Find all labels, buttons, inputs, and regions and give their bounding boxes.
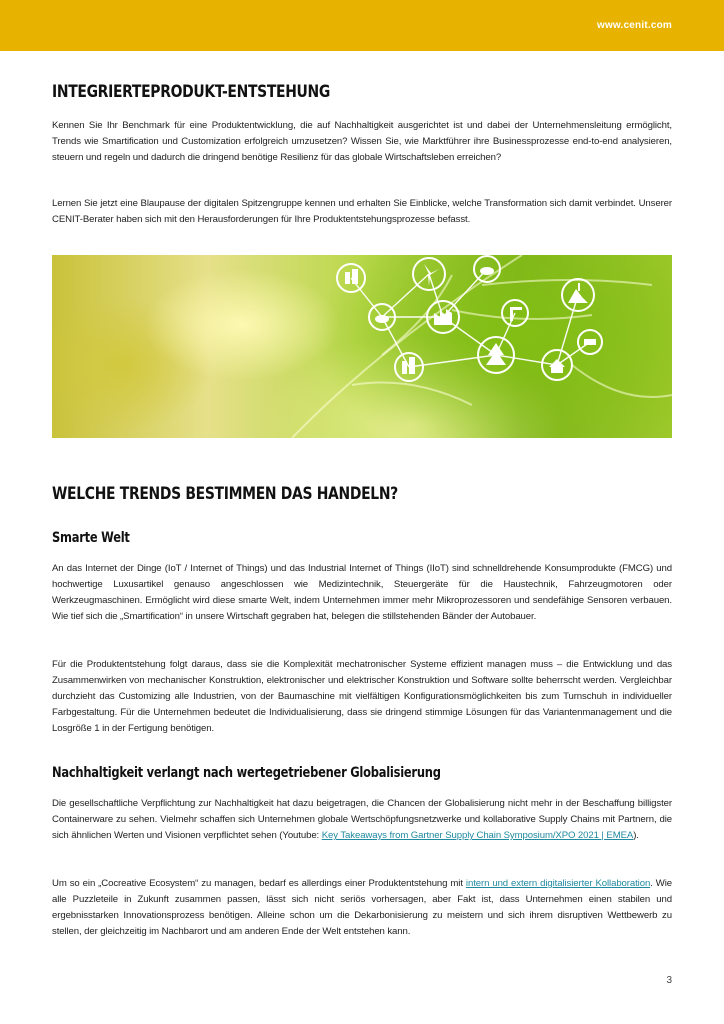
intro-paragraph-1: Kennen Sie Ihr Benchmark für eine Produktentwicklung, die auf Nachhaltigkeit ausgerichtet ist und dabei der Unternehmensleitung ermöglicht, Trends wie Smartification und Customization erfolgreich umzusetzen? Wissen Sie, wie Marktführer ihre Businessprozesse end-to-end analysieren, steuern und regeln und dadurch die dringend benötige Resilienz für das globale Wirtschaftsleben erreichen? — [52, 120, 672, 163]
hero-image — [52, 255, 672, 438]
nachhaltigkeit-paragraph-2: Um so ein „Cocreative Ecosystem“ zu managen, bedarf es allerdings einer Produktentstehung mit intern und extern digitalisierter Kollaboration. Wie alle Puzzleteile in Zukunft zusammen passen, lässt sich nicht seriös vorhersagen, aber Fakt ist, dass Unternehmen einen stabilen und ergebnisstarken Innovationsprozess benötigen. Alleine schon um die Dekarbonisierung zu meistern und sich ihrem disruptiven Wettbewerb zu stellen, der gleichzeitig im Nachbarort und am anderen Ende der Welt entstehen kann. — [52, 878, 672, 937]
network-icons-illustration — [52, 255, 672, 438]
page-number: 3 — [666, 975, 672, 986]
subheading-nachhaltigkeit: Nachhaltigkeit verlangt nach wertegetriebener Globalisierung — [52, 765, 441, 781]
youtube-link[interactable]: Key Takeaways from Gartner Supply Chain Symposium/XPO 2021 | EMEA — [321, 830, 634, 841]
nachhaltigkeit-paragraph-1: Die gesellschaftliche Verpflichtung zur Nachhaltigkeit hat dazu beigetragen, die Chancen der Globalisierung nicht mehr in der Beschaffung billigster Containerware zu sehen. Vielmehr schaffen sich Unternehmen globale Wertschöpfungsnetzwerke und kollaborative Supply Chains mit Partnern, die sich ähnlichen Werten und Visionen verpflichtet sehen (Youtube: Key Takeaways from Gartner Supply Chain Symposium/XPO 2021 | EMEA). — [52, 798, 672, 841]
subheading-smarte-welt: Smarte Welt — [52, 530, 130, 546]
section-title-trends: WELCHE TRENDS BESTIMMEN DAS HANDELN? — [52, 484, 398, 504]
smarte-welt-paragraph-1: An das Internet der Dinge (IoT / Internet of Things) und das Industrial Internet of Things (IIoT) sind schnelldrehende Konsumprodukte (FMCG) und hochwertige Luxusartikel genauso angeschlossen wie Medizintechnik, Steuergeräte für die Haustechnik, Fahrzeugmotoren oder Werkzeugmaschinen. Ermöglicht wird diese smarte Welt, indem Unternehmen immer mehr Mikroprozessoren und sendefähige Sensoren verbauen. Wie tief sich die „Smartification“ in unsere Wirtschaft gegraben hat, belegen die stillstehenden Bänder der Autobauer. — [52, 563, 672, 622]
header-bar — [0, 0, 724, 51]
smarte-welt-paragraph-2: Für die Produktentstehung folgt daraus, dass sie die Komplexität mechatronischer Systeme effizient managen muss – die Entwicklung und das Zusammenwirken von mechanischer Konstruktion, elektronischer und elektrischer Konstruktion und Software sollte beherrscht werden. Vergleichbar durchzieht das Customizing alle Industrien, von der Baumaschine mit vielfältigen Konfigurationsmöglichkeiten bis zum Turnschuh in individueller Farbgestaltung. Für die Unternehmen bedeutet die Individualisierung, dass sie dringend stimmige Lösungen für das Variantenmanagement und die Losgröße 1 in der Fertigung benötigen. — [52, 659, 672, 734]
collaboration-link[interactable]: intern und extern digitalisierter Kollaboration — [465, 878, 651, 889]
intro-paragraph-2: Lernen Sie jetzt eine Blaupause der digitalen Spitzengruppe kennen und erhalten Sie Einblicke, welche Transformation sich damit verbindet. Unserer CENIT-Berater haben sich mit den Herausforderungen für Ihre Produktentstehungsprozesse befasst. — [52, 198, 672, 225]
header-url[interactable]: www.cenit.com — [596, 20, 672, 31]
section-title-produktentstehung: INTEGRIERTEPRODUKT-ENTSTEHUNG — [52, 82, 331, 102]
